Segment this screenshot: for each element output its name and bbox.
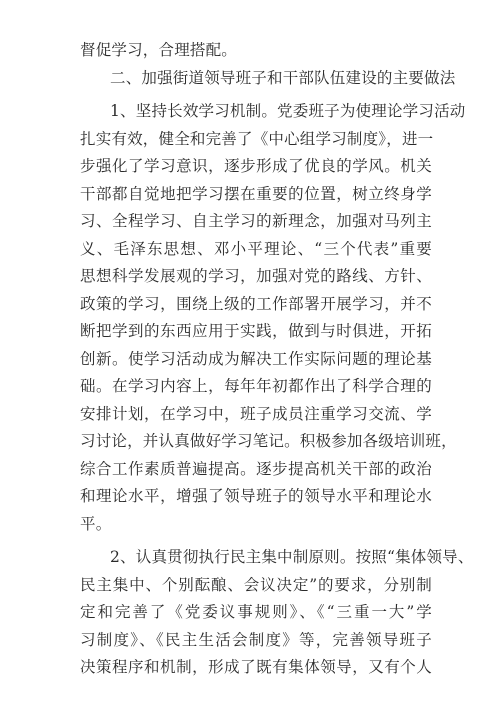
paragraph-line: 决策程序和机制，形成了既有集体领导，又有个人: [80, 658, 432, 676]
paragraph-line: 干部都自觉地把学习摆在重要的位置，树立终身学: [80, 185, 432, 203]
paragraph-line: 义、毛泽东思想、邓小平理论、“三个代表”重要: [80, 240, 432, 258]
paragraph-line: 1、坚持长效学习机制。党委班子为使理论学习活动: [110, 102, 466, 120]
paragraph-line: 民主集中、个别酝酿、会议决定”的要求，分别制: [80, 576, 432, 594]
paragraph-line: 断把学到的东西应用于实践，做到与时俱进，开拓: [80, 322, 432, 340]
paragraph-line: 步强化了学习意识，逐步形成了优良的学风。机关: [80, 157, 432, 175]
paragraph-line: 础。在学习内容上，每年年初都作出了科学合理的: [80, 377, 432, 395]
paragraph-line: 习制度》、《民主生活会制度》等，完善领导班子: [80, 631, 432, 649]
section-heading: 二、加强街道领导班子和干部队伍建设的主要做法: [110, 69, 456, 87]
paragraph-line: 和理论水平，增强了领导班子的领导水平和理论水: [80, 487, 432, 505]
paragraph-line: 习讨论，并认真做好学习笔记。积极参加各级培训班，: [80, 432, 457, 450]
paragraph-line: 思想科学发展观的学习，加强对党的路线、方针、: [80, 267, 432, 285]
paragraph-line: 扎实有效，健全和完善了《中心组学习制度》，进一: [80, 130, 434, 148]
paragraph-line: 定和完善了《党委议事规则》、《“三重一大”学: [80, 603, 432, 621]
paragraph-line: 督促学习，合理搭配。: [80, 41, 238, 59]
paragraph-line: 2、认真贯彻执行民主集中制原则。按照“集体领导、: [110, 548, 474, 566]
paragraph-line: 创新。使学习活动成为解决工作实际问题的理论基: [80, 350, 432, 368]
paragraph-line: 安排计划，在学习中，班子成员注重学习交流、学: [80, 405, 432, 423]
paragraph-line: 习、全程学习、自主学习的新理念，加强对马列主: [80, 212, 432, 230]
paragraph-line: 平。: [80, 515, 112, 533]
paragraph-line: 政策的学习，围绕上级的工作部署开展学习，并不: [80, 295, 432, 313]
paragraph-line: 综合工作素质普遍提高。逐步提高机关干部的政治: [80, 460, 432, 478]
